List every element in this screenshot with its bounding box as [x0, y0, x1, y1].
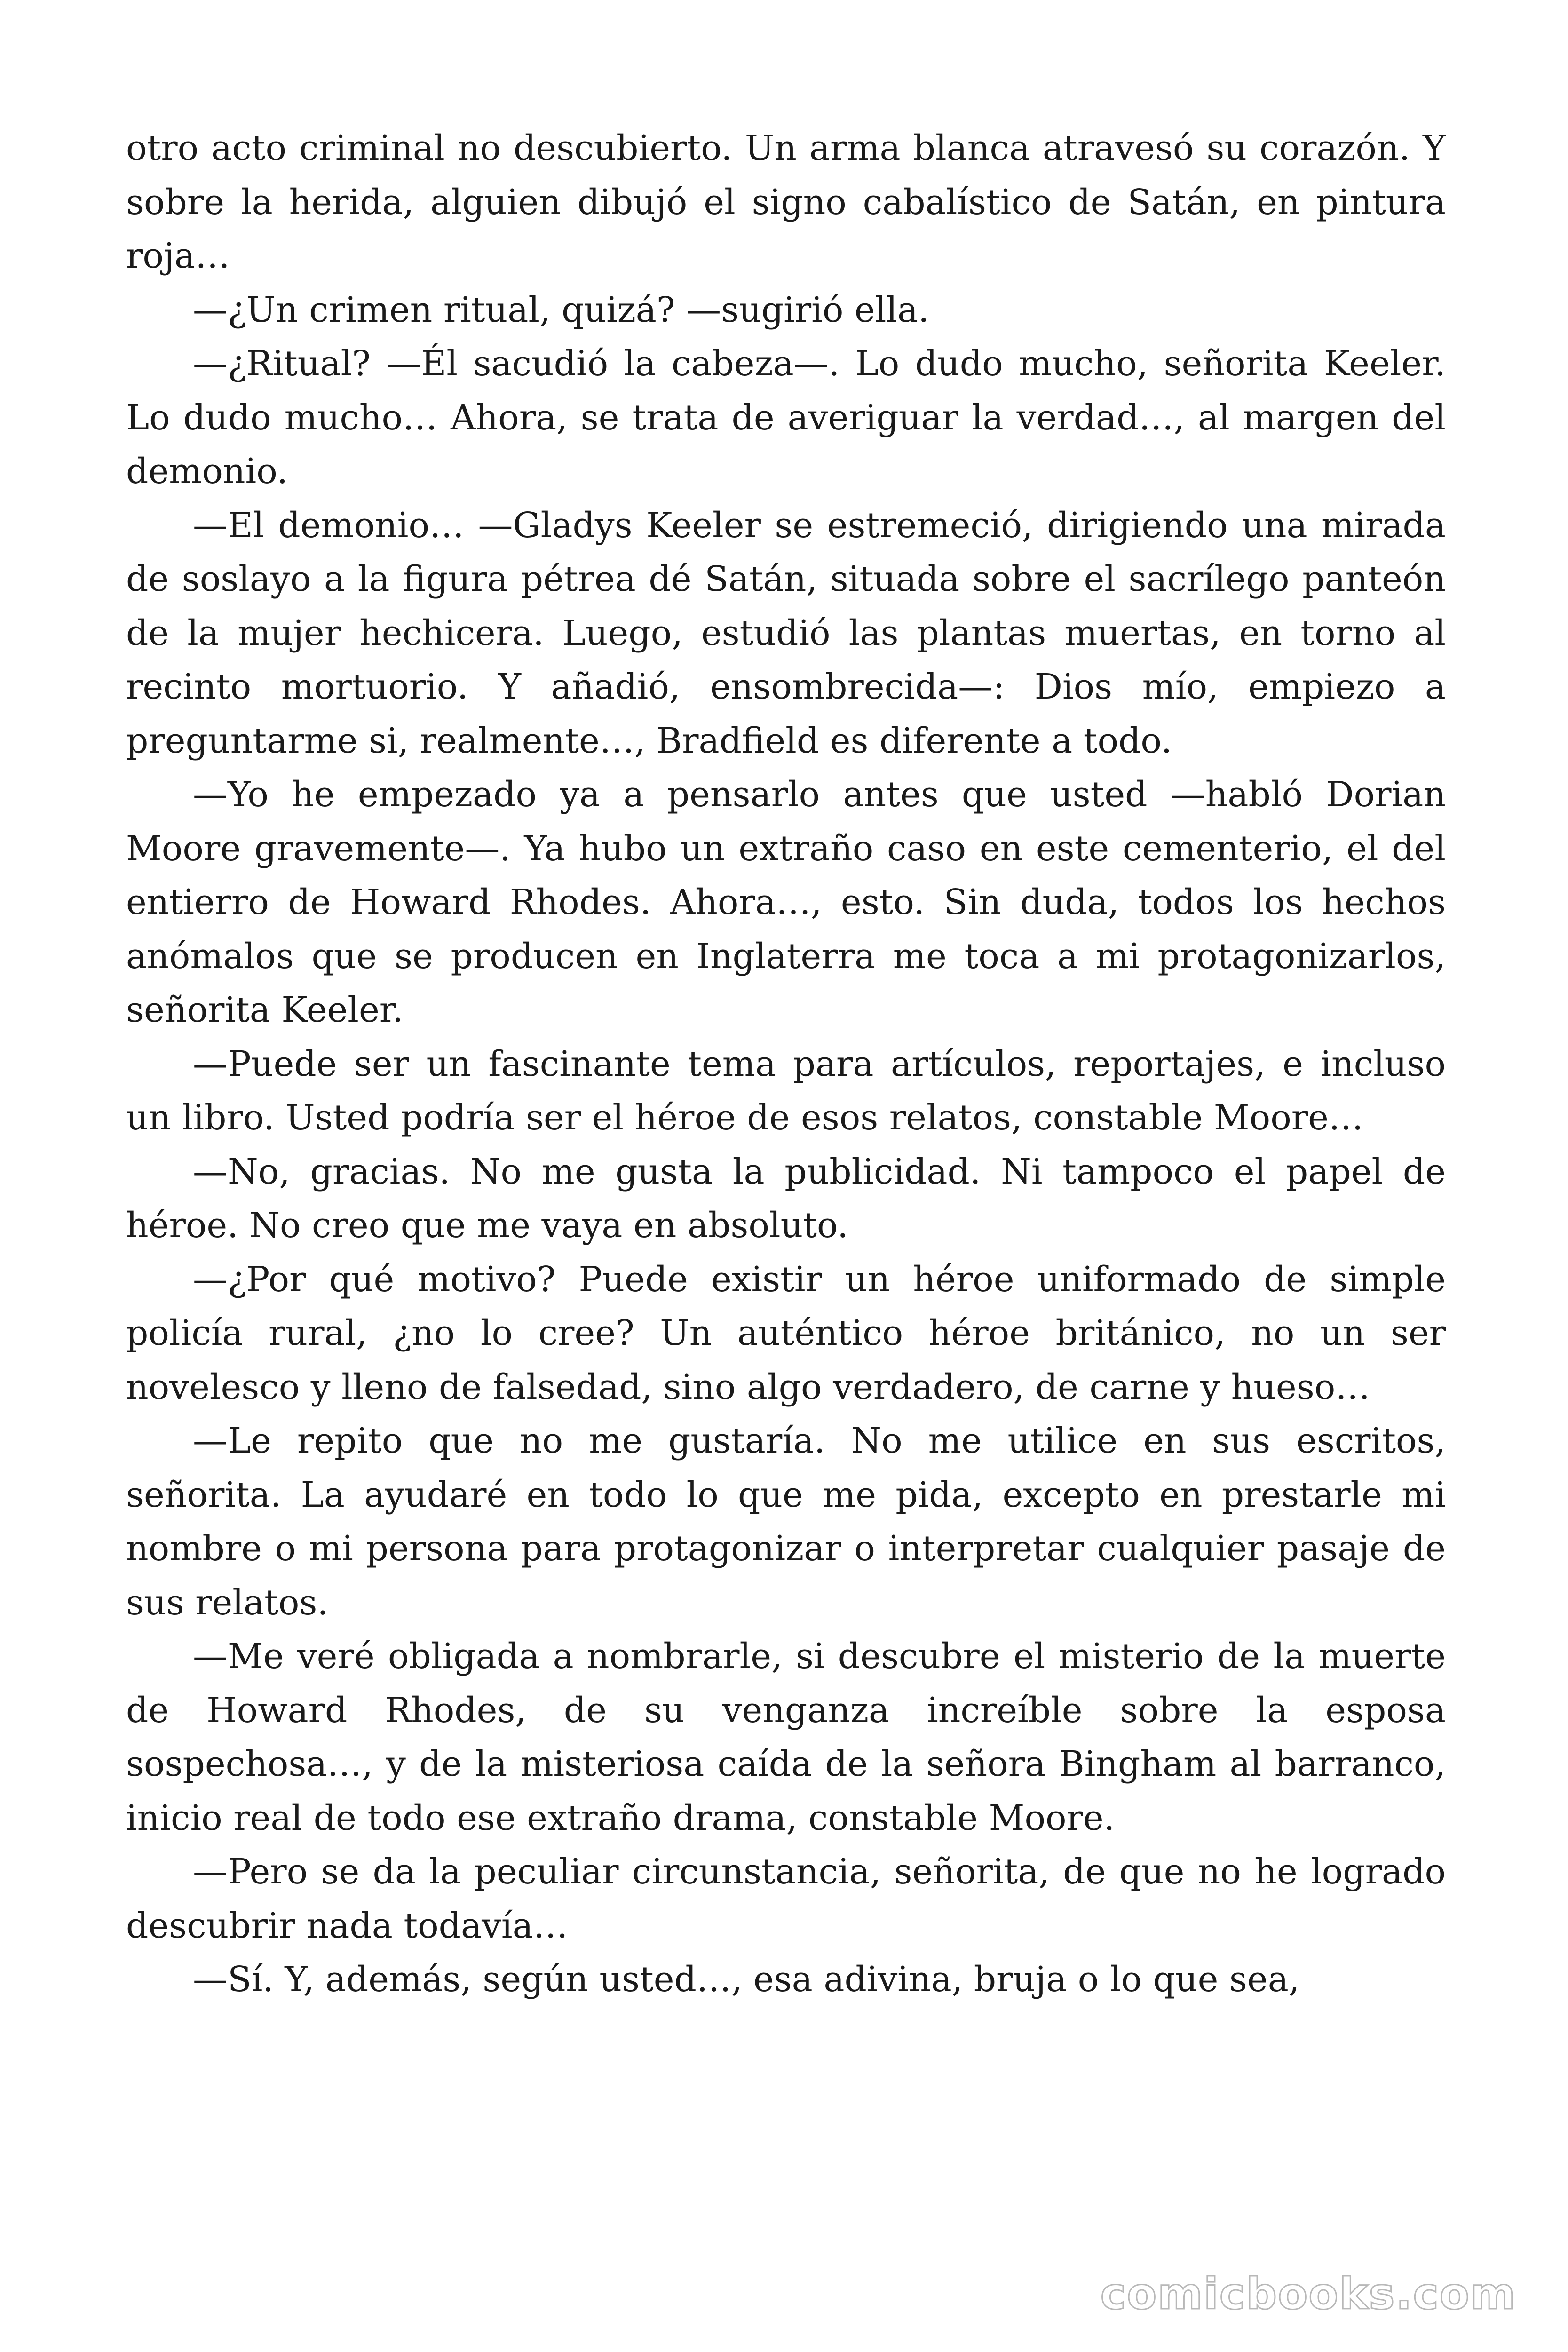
- watermark: comicbooks.com: [1100, 2269, 1516, 2319]
- paragraph: —El demonio… —Gladys Keeler se estremeció, dirigiendo una mirada de soslayo a la figura pétrea dé Satán, situada sobre el sacrílego panteón de la mujer hechicera. Luego, estudió las plantas muertas, en torno al recinto mortuorio. Y añadió, ensombrecida—: Dios mío, empiezo a preguntarme si, realmente…, Bradfield es diferente a todo.: [126, 505, 1446, 761]
- paragraph: otro acto criminal no descubierto. Un arma blanca atravesó su corazón. Y sobre la herida, alguien dibujó el signo cabalístico de Satán, en pintura roja…: [126, 128, 1446, 276]
- paragraph: —Le repito que no me gustaría. No me utilice en sus escritos, señorita. La ayudaré en todo lo que me pida, excepto en prestarle mi nombre o mi persona para protagonizar o interpretar cualquier pasaje de sus relatos.: [126, 1421, 1446, 1623]
- paragraph: —Me veré obligada a nombrarle, si descubre el misterio de la muerte de Howard Rhodes, de su venganza increíble sobre la esposa sospechosa…, y de la misteriosa caída de la señora Bingham al barranco, inicio real de todo ese extraño drama, constable Moore.: [126, 1636, 1446, 1838]
- paragraph: —Pero se da la peculiar circunstancia, señorita, de que no he logrado descubrir nada todavía…: [126, 1851, 1446, 1946]
- paragraph: —Yo he empezado ya a pensarlo antes que usted —habló Dorian Moore gravemente—. Ya hubo un extraño caso en este cementerio, el del entierro de Howard Rhodes. Ahora…, esto. Sin duda, todos los hechos anómalos que se producen en Inglaterra me toca a mi protagonizarlos, señorita Keeler.: [126, 774, 1446, 1030]
- paragraph: —¿Por qué motivo? Puede existir un héroe uniformado de simple policía rural, ¿no lo cree? Un auténtico héroe británico, no un ser novelesco y lleno de falsedad, sino algo verdadero, de carne y hueso…: [126, 1259, 1446, 1407]
- paragraph: —Puede ser un fascinante tema para artículos, reportajes, e incluso un libro. Usted podría ser el héroe de esos relatos, constable Moore…: [126, 1043, 1446, 1138]
- page-body-text: [126, 121, 1446, 2007]
- paragraph: —¿Un crimen ritual, quizá? —sugirió ella.: [193, 289, 929, 330]
- paragraph: —No, gracias. No me gusta la publicidad. Ni tampoco el papel de héroe. No creo que me vaya en absoluto.: [126, 1151, 1446, 1246]
- paragraph: —¿Ritual? —Él sacudió la cabeza—. Lo dudo mucho, señorita Keeler. Lo dudo mucho… Ahora, se trata de averiguar la verdad…, al margen del demonio.: [126, 343, 1446, 492]
- paragraph: —Sí. Y, además, según usted…, esa adivina, bruja o lo que sea,: [193, 1959, 1300, 2000]
